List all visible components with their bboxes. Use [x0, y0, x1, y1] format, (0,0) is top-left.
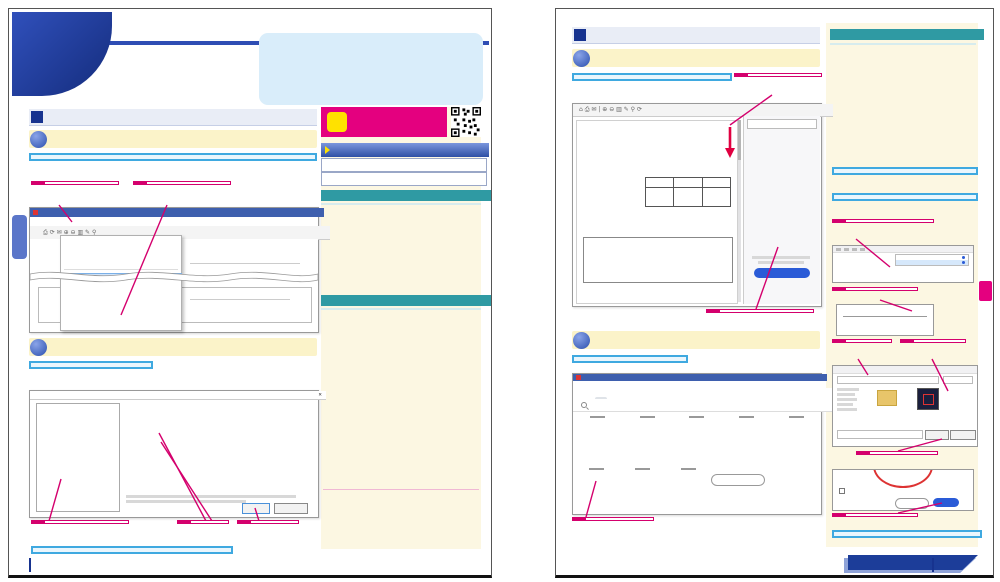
step1-precondition	[572, 73, 732, 81]
mini-apply-dialog	[832, 469, 974, 511]
menu-bar[interactable]	[30, 217, 328, 226]
tool-comment[interactable]	[575, 414, 621, 418]
callout-ok-click	[237, 520, 299, 524]
callout-preferences-click	[133, 181, 231, 185]
continue-banner	[848, 555, 978, 570]
step2-precondition	[572, 355, 688, 363]
tool-certificates[interactable]	[665, 466, 711, 470]
step1-number	[30, 131, 47, 148]
tool-edit-pdf[interactable]	[674, 414, 720, 418]
toolbar-icons: ⎙ ⟳ ✉ ⊕ ⊖ ▥ ✎ ⚲	[43, 228, 97, 236]
torn-edge	[30, 268, 318, 286]
step1-precondition	[29, 153, 317, 161]
nav-pane	[837, 386, 863, 428]
signature-line	[843, 310, 927, 317]
promo-text-line	[758, 261, 804, 264]
dialog-titlebar	[833, 366, 977, 374]
open-button[interactable]	[925, 430, 949, 440]
section-title	[29, 109, 317, 126]
step1-bar	[572, 49, 820, 67]
lesson-badge	[12, 12, 112, 96]
hint-prep2	[832, 193, 978, 201]
user-info-form	[126, 403, 312, 509]
step2-bar	[29, 338, 317, 356]
callout-edit-click	[31, 181, 119, 185]
scrollbar[interactable]	[738, 120, 741, 302]
cancel-button[interactable]	[274, 503, 308, 514]
chapter-badge	[12, 215, 27, 259]
callout-open-click	[856, 451, 938, 455]
sign-dropdown[interactable]	[895, 254, 969, 266]
apply-button[interactable]	[933, 498, 959, 507]
callout-add-initials	[832, 219, 934, 223]
callout-select-location	[832, 339, 892, 343]
stamp-image	[923, 394, 934, 405]
doc-line	[190, 263, 300, 264]
stamp-preview	[873, 469, 933, 488]
result-note	[31, 546, 233, 554]
promo-button[interactable]	[754, 268, 810, 278]
note-line	[126, 495, 296, 498]
tools-panel	[743, 116, 820, 304]
keyword-item[interactable]	[321, 158, 487, 172]
hint-header	[830, 29, 984, 40]
hint1-header	[321, 190, 491, 201]
hint2-title	[321, 308, 481, 310]
callout-stamp-click	[572, 517, 654, 521]
menu-bar[interactable]	[573, 381, 825, 388]
footer-divider	[29, 558, 31, 572]
tool-measure[interactable]	[619, 466, 665, 470]
callout-click-image	[900, 339, 966, 343]
menu-gap	[61, 248, 181, 262]
section-title	[572, 27, 820, 44]
callout-more-tools-click	[706, 309, 814, 313]
toolbar-icons: ⌂ ⎙ ✉ | ⊕ ⊖ ▥ ✎ ⚲ ⟳	[579, 106, 642, 113]
folder-tile[interactable]	[877, 390, 897, 406]
tool-stamp[interactable]	[573, 466, 619, 470]
mistake-header	[323, 475, 479, 490]
show-more-button[interactable]	[711, 474, 765, 486]
mini-initials-options	[836, 304, 934, 336]
search-icon	[581, 402, 587, 408]
window-titlebar	[30, 208, 324, 217]
footer-divider	[932, 558, 934, 572]
doc-field-box	[583, 237, 733, 283]
address-bar[interactable]	[837, 376, 939, 384]
approval-table	[645, 177, 731, 207]
add-initials-item[interactable]	[896, 260, 968, 265]
save-initials-checkbox[interactable]	[839, 488, 847, 494]
qr-code	[451, 107, 481, 137]
callout-user-info-click	[31, 520, 129, 524]
dialog-titlebar	[30, 391, 326, 400]
hint1-title	[321, 203, 481, 205]
badge-icon	[962, 256, 965, 259]
callout-image-click	[832, 287, 918, 291]
open-arrow[interactable]	[600, 416, 605, 418]
close-icon[interactable]: ✕	[318, 392, 322, 398]
keyword-item[interactable]	[321, 172, 487, 186]
tools-search[interactable]	[573, 399, 837, 412]
hint-result	[832, 530, 982, 538]
tool-export-pdf[interactable]	[724, 414, 770, 418]
ok-button[interactable]	[242, 503, 270, 514]
callout-apply-click	[832, 513, 918, 517]
keyword-header	[321, 143, 489, 157]
open-button[interactable]	[590, 416, 600, 418]
note-line	[126, 500, 246, 503]
badge-icon	[962, 261, 965, 264]
lesson-intro	[259, 33, 483, 105]
step2-precondition	[29, 361, 153, 369]
hint-prep1	[832, 167, 978, 175]
mini-open-dialog	[832, 365, 978, 447]
hint2-header	[321, 295, 491, 306]
page-right	[555, 8, 994, 578]
promo-text-line	[752, 256, 810, 259]
screenshot-pdf-document	[572, 103, 822, 307]
callout-drag-scroll	[734, 73, 822, 77]
page-footer	[928, 558, 938, 572]
tools-row2	[573, 466, 821, 486]
mini-toolbar	[833, 246, 973, 253]
step2-bar	[572, 331, 820, 349]
tool-create-pdf[interactable]	[773, 414, 819, 418]
side-tab-lesson-number	[979, 281, 992, 301]
hint-title	[830, 43, 976, 45]
screenshot-preferences-dialog	[29, 390, 322, 518]
cancel-button[interactable]	[895, 498, 929, 509]
page-footer	[25, 558, 35, 572]
pdf-page	[576, 120, 738, 304]
step2-number	[30, 339, 47, 356]
filename-input[interactable]	[837, 430, 923, 439]
play-icon	[327, 112, 347, 132]
stamp-image-tile[interactable]	[917, 388, 939, 410]
window-titlebar	[573, 374, 827, 381]
tool-fill-sign[interactable]	[624, 414, 670, 418]
screenshot-tools-list	[572, 373, 822, 515]
step1-bar	[29, 130, 317, 148]
panel-search-input[interactable]	[747, 119, 817, 129]
callout-name-input	[177, 520, 229, 524]
cancel-button[interactable]	[950, 430, 976, 440]
mini-signature-dropdown	[832, 245, 974, 283]
category-list[interactable]	[36, 403, 120, 512]
video-banner[interactable]	[321, 107, 447, 137]
page-left	[8, 8, 492, 578]
dialog-search[interactable]	[943, 376, 973, 384]
tools-row1	[573, 414, 821, 418]
screenshot-acrobat-edit-menu	[29, 207, 319, 333]
doc-line	[190, 299, 290, 300]
